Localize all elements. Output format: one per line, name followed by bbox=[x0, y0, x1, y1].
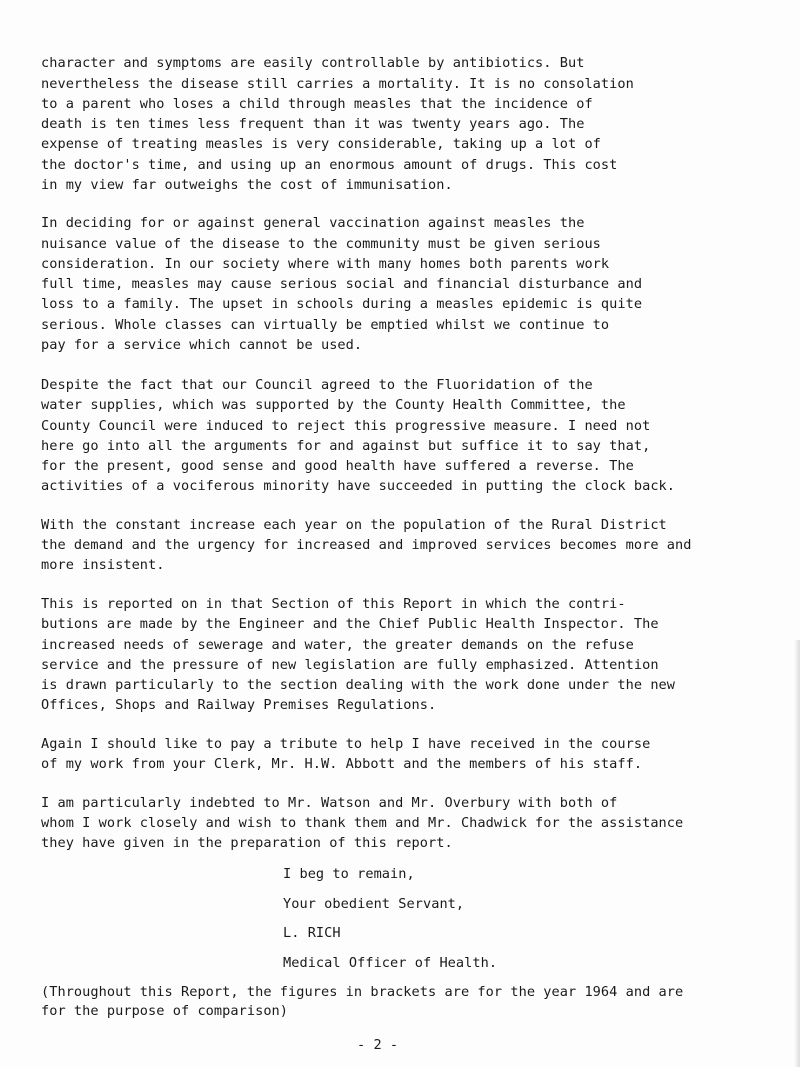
text-line: more insistent. bbox=[41, 557, 165, 574]
signatory-title: Medical Officer of Health. bbox=[283, 954, 498, 971]
text-line: Offices, Shops and Railway Premises Regulations. bbox=[41, 697, 437, 714]
page-number: - 2 - bbox=[357, 1036, 399, 1053]
text-line: death is ten times less frequent than it was twenty years ago. The bbox=[41, 116, 585, 133]
valediction: I beg to remain, bbox=[283, 866, 415, 883]
text-line: expense of treating measles is very considerable, taking up a lot of bbox=[41, 136, 601, 153]
footnote-line: for the purpose of comparison) bbox=[41, 1002, 289, 1019]
text-line: This is reported on in that Section of this Report in which the contri- bbox=[41, 596, 626, 613]
text-line: nevertheless the disease still carries a mortality. It is no consolation bbox=[41, 75, 634, 92]
text-line: to a parent who loses a child through measles that the incidence of bbox=[41, 95, 593, 112]
text-line: increased needs of sewerage and water, the greater demands on the refuse bbox=[41, 636, 634, 653]
text-line: character and symptoms are easily controllable by antibiotics. But bbox=[41, 55, 585, 72]
footnote-line: (Throughout this Report, the figures in brackets are for the year 1964 and are bbox=[41, 984, 684, 1001]
signatory-name: L. RICH bbox=[283, 925, 341, 942]
text-line: With the constant increase each year on the population of the Rural District bbox=[41, 517, 667, 533]
text-line: County Council were induced to reject this progressive measure. I need not bbox=[41, 417, 651, 434]
text-line: butions are made by the Engineer and the Chief Public Health Inspector. The bbox=[41, 616, 659, 633]
scan-edge-shadow bbox=[794, 640, 800, 1067]
text-line: In deciding for or against general vaccination against measles the bbox=[41, 215, 585, 232]
text-line: water supplies, which was supported by the County Health Committee, the bbox=[41, 397, 626, 414]
text-line: service and the pressure of new legislation are fully emphasized. Attention bbox=[41, 656, 659, 673]
text-line: Despite the fact that our Council agreed to the Fluoridation of the bbox=[41, 377, 593, 394]
text-line: full time, measles may cause serious social and financial disturbance and bbox=[41, 276, 643, 293]
text-line: loss to a family. The upset in schools during a measles epidemic is quite bbox=[41, 296, 643, 313]
text-line: pay for a service which cannot be used. bbox=[41, 336, 363, 353]
servant-line: Your obedient Servant, bbox=[283, 895, 465, 912]
text-line: here go into all the arguments for and against but suffice it to say that, bbox=[41, 437, 651, 454]
text-line: in my view far outweighs the cost of immunisation. bbox=[41, 176, 453, 193]
text-line: I am particularly indebted to Mr. Watson and Mr. Overbury with both of bbox=[41, 794, 618, 811]
text-line: is drawn particularly to the section dealing with the work done under the new bbox=[41, 677, 676, 694]
text-line: they have given in the preparation of this report. bbox=[41, 835, 453, 852]
text-line: consideration. In our society where with many homes both parents work bbox=[41, 255, 610, 272]
text-line: for the present, good sense and good health have suffered a reverse. The bbox=[41, 458, 634, 475]
text-line: nuisance value of the disease to the community must be given serious bbox=[41, 235, 601, 252]
text-line: serious. Whole classes can virtually be emptied whilst we continue to bbox=[41, 316, 610, 333]
text-line: the doctor's time, and using up an enormous amount of drugs. This cost bbox=[41, 156, 618, 173]
text-line: whom I work closely and wish to thank them and Mr. Chadwick for the assistance bbox=[41, 814, 684, 831]
text-line: activities of a vociferous minority have succeeded in putting the clock back. bbox=[41, 478, 676, 495]
text-line: the demand and the urgency for increased and improved services becomes more and bbox=[41, 537, 692, 554]
text-line: Again I should like to pay a tribute to help I have received in the course bbox=[41, 735, 651, 752]
text-line: of my work from your Clerk, Mr. H.W. Abbott and the members of his staff. bbox=[41, 756, 643, 773]
